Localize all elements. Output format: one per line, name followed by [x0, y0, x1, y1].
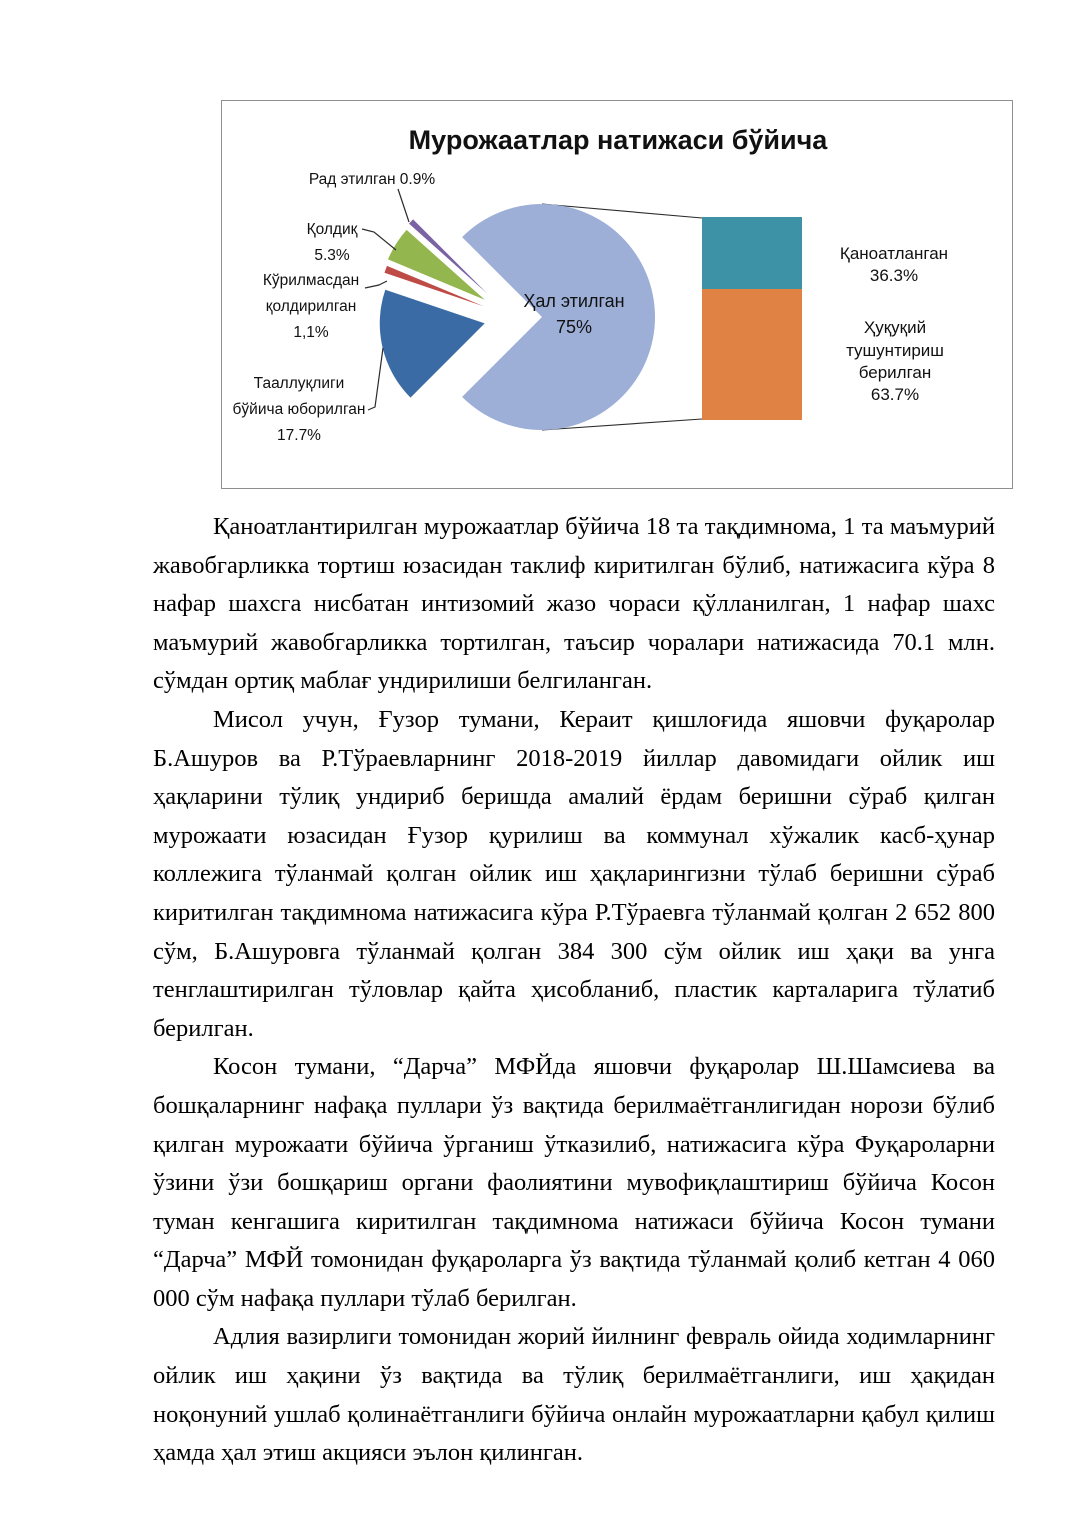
leader-taalluqligi	[368, 348, 383, 410]
paragraph-3: Косон тумани, “Дарча” МФЙда яшовчи фуқаролар Ш.Шамсиева ва бошқаларнинг нафақа пуллари ўз вақтида берилмаётганлигидан норози бўлиб қилган мурожаати бўйича ўрганиш ўтказилиб, натижасига кўра Фуқароларни ўзини ўзи бошқариш органи фаолиятини мувофиқлаштириш бўйича Косон туман кенгашига киритилган тақдимнома натижаси бўйича Косон тумани “Дарча” МФЙ томонидан фуқароларга ўз вақтида тўланмай қолиб кетган 4 060 000 сўм нафақа пуллари тўлаб берилган.	[153, 1053, 995, 1312]
bar-segment-huquqiy-tushuntirish	[702, 289, 802, 420]
bar-label-huquqiy-line3: берилган	[858, 363, 932, 382]
document-body	[153, 508, 995, 1473]
bar-segment-qanoatlangan	[702, 217, 802, 289]
pie-label-kurilmasdan-line1: Кўрилмасдан	[262, 272, 360, 289]
pie-label-taalluqligi-line3: 17.7%	[277, 427, 321, 444]
paragraph-2: Мисол учун, Ғузор тумани, Кераит қишлоғида яшовчи фуқаролар Б.Ашуров ва Р.Тўраевларнинг 2018-2019 йиллар давомидаги ойлик иш ҳақларини тўлиқ ундириб беришда амалий ёрдам беришни сўраб қилган мурожаати юзасидан Ғузор қурилиш ва коммунал хўжалик касб-ҳунар коллежига тўланмай қолган ойлик иш ҳақларингизни тўлаб беришни сўраб киритилган тақдимнома натижасига кўра Р.Тўраевга тўланмай қолган 2 652 800 сўм, Б.Ашуровга тўланмай қолган 384 300 сўм ойлик иш ҳақи ва унга тенглаштирилган тўловлар қайта ҳисобланиб, пластик карталарига тўлатиб берилган.	[153, 705, 995, 1042]
pie-label-taalluqligi-line1: Тааллуқлиги	[253, 375, 345, 392]
pie-label-koldiq-line2: 5.3%	[314, 247, 350, 264]
paragraph-1: Қаноатлантирилган мурожаатлар бўйича 18 та тақдимнома, 1 та маъмурий жавобгарликка тортиш юзасидан таклиф киритилган бўлиб, натижасига кўра 8 нафар шахсга нисбатан интизомий жазо чораси қўлланилган, 1 нафар шахс маъмурий жавобгарликка тортилган, таъсир чоралари натижасида 70.1 млн. сўмдан ортиқ маблағ ундирилиши белгиланган.	[153, 513, 995, 695]
pie-label-taalluqligi-line2: бўйича юборилган	[232, 401, 366, 418]
pie-label-hal-etilgan-line2: 75%	[555, 317, 593, 337]
pie-slice-taalluqligi	[380, 290, 485, 398]
leader-koldiq	[362, 229, 396, 250]
bar-label-huquqiy-line4: 63.7%	[870, 385, 920, 404]
bar-label-qanoatlangan-line1: Қаноатланган	[839, 244, 949, 263]
leader-rad-etilgan	[398, 189, 409, 222]
chart-frame	[221, 100, 1013, 489]
bar-label-huquqiy-line2: тушунтириш	[846, 341, 944, 360]
pie-label-rad-etilgan: Рад этилган 0.9%	[308, 171, 436, 188]
paragraph-4: Адлия вазирлиги томонидан жорий йилнинг февраль ойида ходимларнинг ойлик иш ҳақини ўз вақтида ва тўлиқ берилмаётганлиги, иш ҳақидан ноқонуний ушлаб қолинаётганлиги бўйича онлайн мурожаатларни қабул қилиш ҳамда ҳал этиш акцияси эълон қилинган.	[153, 1323, 995, 1467]
pie-label-kurilmasdan-line3: 1,1%	[293, 324, 329, 341]
pie-label-hal-etilgan-line1: Ҳал этилган	[523, 291, 625, 311]
pie-label-koldiq-line1: Қолдиқ	[306, 221, 358, 238]
pie-label-kurilmasdan-line2: қолдирилган	[265, 298, 357, 315]
bar-label-huquqiy-line1: Ҳуқуқий	[863, 318, 927, 337]
leader-kurilmasdan	[365, 281, 387, 288]
chart-title: Мурожаатлар натижаси бўйича	[408, 125, 828, 155]
bar-label-qanoatlangan-line2: 36.3%	[869, 266, 919, 285]
